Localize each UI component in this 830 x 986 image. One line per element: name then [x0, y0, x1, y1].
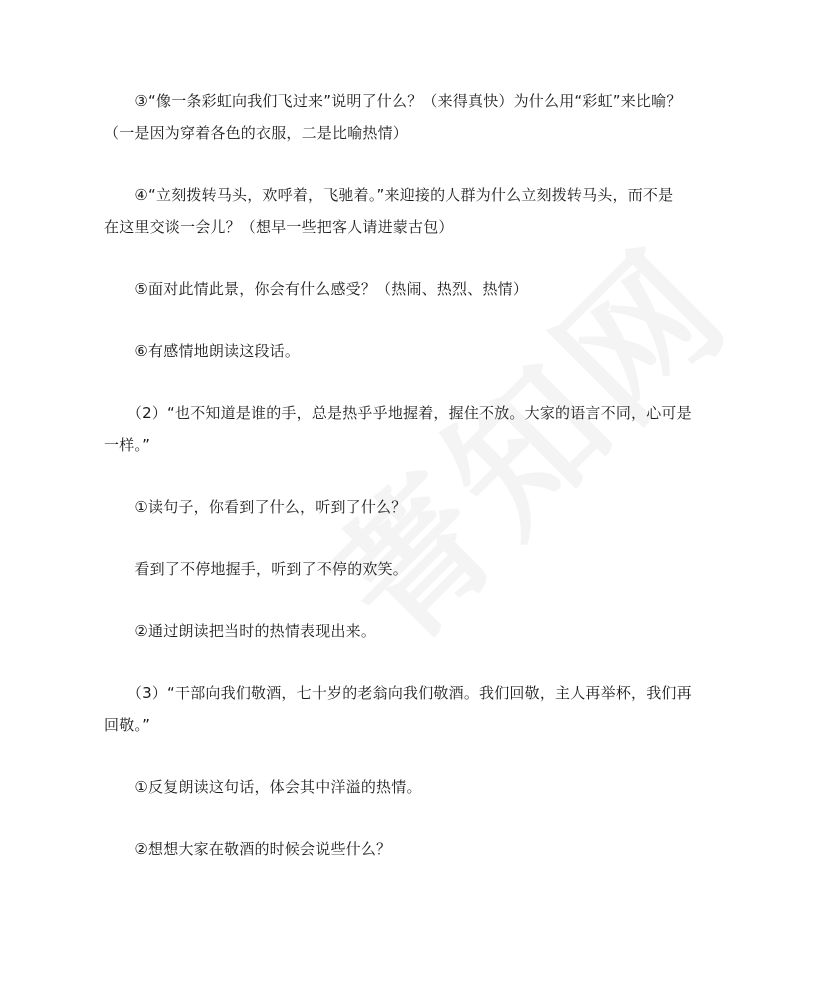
question-3-answer: （一是因为穿着各色的衣服，二是比喻热情）: [104, 124, 409, 142]
question-6-text: ⑥有感情地朗读这段话。: [104, 342, 301, 360]
section-2-question-2: ②通过朗读把当时的热情表现出来。: [104, 622, 377, 640]
section-3-quote-cont: 回敬。”: [104, 716, 151, 734]
section-2-question-1: ①读句子，你看到了什么，听到了什么？: [104, 498, 407, 516]
section-3-question-1: ①反复朗读这句话，体会其中洋溢的热情。: [104, 778, 422, 796]
section-2-quote-cont: 一样。”: [104, 436, 151, 454]
section-2-quote: （2）“也不知道是谁的手，总是热乎乎地握着，握住不放。大家的语言不同，心可是: [104, 404, 692, 422]
question-4-answer: 在这里交谈一会儿？（想早一些把客人请进蒙古包）: [104, 218, 454, 236]
question-4-text: ④“立刻拨转马头，欢呼着，飞驰着。”来迎接的人群为什么立刻拨转马头，而不是: [104, 186, 674, 204]
section-2-answer-1: 看到了不停地握手，听到了不停的欢笑。: [104, 560, 409, 578]
section-3-question-2: ②想想大家在敬酒的时候会说些什么？: [104, 840, 392, 858]
question-3-text: ③“像一条彩虹向我们飞过来”说明了什么？（来得真快）为什么用“彩虹”来比喻？: [104, 92, 682, 110]
section-3-quote: （3）“干部向我们敬酒，七十岁的老翁向我们敬酒。我们回敬，主人再举杯，我们再: [104, 684, 692, 702]
question-5-text: ⑤面对此情此景，你会有什么感受？（热闹、热烈、热情）: [104, 280, 529, 298]
